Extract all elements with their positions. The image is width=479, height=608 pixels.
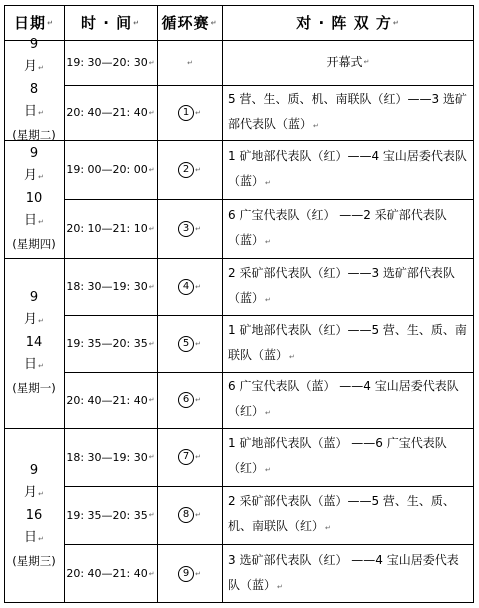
time-cell: 19: 35—20: 35 ↵	[66, 508, 155, 522]
round-cell: 9 ↵	[157, 544, 222, 603]
matchup-cell: 5 营、生、质、机、南联队（红）——3 选矿部代表队（蓝）↵	[228, 91, 467, 131]
time-cell: 20: 10—21: 10 ↵	[66, 222, 155, 235]
date-cell: 9 月↵ 14 日↵ (星期一)	[12, 290, 56, 395]
round-cell: 2 ↵	[157, 140, 222, 199]
time-cell: 20: 40—21: 40 ↵	[66, 567, 155, 580]
time-cell: 19: 30—20: 30 ↵	[66, 56, 155, 69]
header-time: 时 · 间 ↵	[80, 14, 141, 32]
date-cell: 9 月↵ 8 日↵ (星期二)	[12, 37, 56, 142]
round-cell: 7 ↵	[157, 428, 222, 486]
round-number-badge: 7	[178, 449, 194, 465]
matchup-cell: 1 矿地部代表队（蓝） ——6 广宝代表队（红）↵	[228, 436, 447, 475]
round-cell: 4 ↵	[157, 258, 222, 315]
round-number-badge: 6	[178, 392, 194, 408]
time-cell: 18: 30—19: 30 ↵	[66, 450, 155, 464]
round-number-badge: 1	[178, 105, 194, 121]
round-number-badge: 2	[178, 162, 194, 178]
round-cell: 8 ↵	[157, 486, 222, 544]
round-cell: 5 ↵	[157, 315, 222, 372]
matchup-cell: 2 采矿部代表队（红）——3 选矿部代表队（蓝）↵	[228, 265, 455, 305]
matchup-cell: 6 广宝代表队（蓝） ——4 宝山居委代表队（红）↵	[228, 379, 459, 418]
matchup-cell: 1 矿地部代表队（红）——4 宝山居委代表队（蓝）↵	[228, 148, 467, 188]
round-cell: 3 ↵	[157, 199, 222, 258]
header-date: 日期 ↵	[14, 14, 54, 32]
matchup-cell: 6 广宝代表队（红） ——2 采矿部代表队（蓝）↵	[228, 207, 447, 247]
round-cell: 6 ↵	[157, 372, 222, 428]
time-cell: 20: 40—21: 40 ↵	[66, 393, 155, 407]
date-cell: 9 月↵ 16 日↵ (星期三)	[12, 462, 56, 568]
header-teams: 对 · 阵 双 方 ↵	[296, 14, 400, 32]
round-number-badge: 4	[178, 279, 194, 295]
header-round: 循环赛 ↵	[161, 14, 218, 32]
round-number-badge: 5	[178, 336, 194, 352]
date-cell: 9 月↵ 10 日↵ (星期四)	[12, 146, 56, 251]
round-number-badge: 3	[178, 221, 194, 237]
time-cell: 19: 35—20: 35 ↵	[66, 337, 155, 350]
matchup-cell: 开幕式 ↵	[326, 55, 370, 69]
schedule-table	[4, 5, 474, 603]
round-cell: 1 ↵	[157, 85, 222, 140]
matchup-cell: 3 选矿部代表队（红） ——4 宝山居委代表队（蓝）↵	[228, 552, 459, 592]
round-number-badge: 9	[178, 566, 194, 582]
time-cell: 18: 30—19: 30 ↵	[66, 280, 155, 293]
round-cell: ↵	[187, 58, 193, 67]
matchup-cell: 2 采矿部代表队（蓝）——5 营、生、质、机、南联队（红）↵	[228, 494, 455, 533]
matchup-cell: 1 矿地部代表队（红）——5 营、生、质、南联队（蓝）↵	[228, 322, 467, 362]
time-cell: 20: 40—21: 40 ↵	[66, 106, 155, 119]
time-cell: 19: 00—20: 00 ↵	[66, 163, 155, 176]
round-number-badge: 8	[178, 507, 194, 523]
